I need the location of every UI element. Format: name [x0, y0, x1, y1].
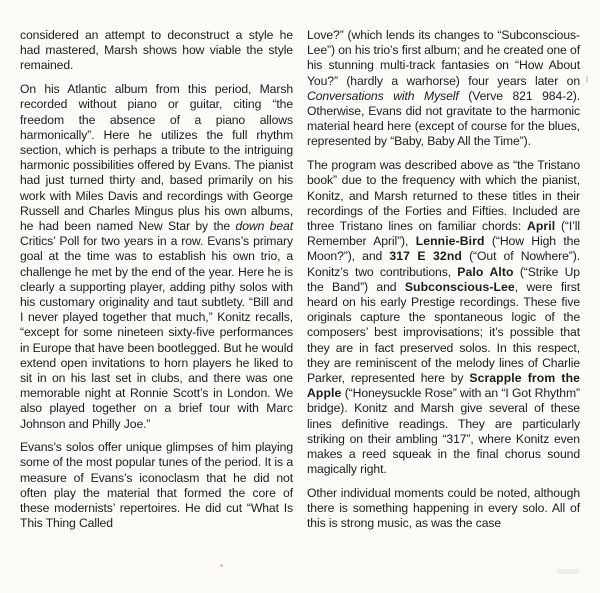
text-run-bold-title: Subconscious-Lee [404, 279, 515, 294]
paragraph [307, 28, 580, 150]
text-run-bold-title: 317 E 32nd [389, 249, 462, 264]
text-run: Evans’s solos offer unique glimpses of him playing some of the most popular tunes of the period. It is a measure of Evans’s iconoclasm that he did not often play the material that formed the core of these modernists’ repertoires. He did cut “What Is This Thing Called [20, 440, 293, 531]
text-run: , were first heard on his early Prestige recordings. These five originals capture the spontaneous logic of the composers’ best improvisations; it’s possible that they are in fact preserved solos. In this respect, they are reminiscent of the melody lines of Charlie Parker, represented here by [307, 279, 581, 385]
paragraph [20, 28, 293, 74]
text-run: Love?” (which lends its changes to “Subconscious-Lee”) on his trio’s first album; and he created one of his stunning multi-track fantasies on “How About You?” (hardly a warhorse) four years later on [307, 28, 580, 88]
text-run: (“Strike Up the Band”) and [307, 264, 580, 294]
text-run: On his Atlantic album from this period, Marsh recorded without piano or guitar, citing “the freedom the absence of a piano allows harmonically”. Here he utilizes the full rhythm section, which is perhaps a tribute to the intriguing harmonic possibilities offered by Evans. The pianist had just turned thirty and, based primarily on his work with Miles Davis and recordings with George Russell and Charles Mingus plus his own albums, he had been named New Star by the [20, 82, 293, 233]
text-run-bold-title: Lennie-Bird [415, 234, 485, 249]
text-run: Critics’ Poll for two years in a row. Evans’s primary goal at the time was to establish his own trio, a challenge he met by the end of the year. Here he is clearly a supporting player, adding pithy solos with his customary originality and taut subtlety. “Bill and I never played together that much,” Konitz recalls, “except for some nineteen sixty-five performances in Europe that have been bootlegged. But he would extend open invitations to horn players he liked to sit in on his last set in clubs, and there was one memorable night at Ronnie Scott’s in London. We also played together on a brief tour with Marc Johnson and Philly Joe.” [20, 234, 293, 431]
scan-artifact-smudge [556, 569, 580, 574]
text-run: (“Out of Nowhere”). Konitz’s two contributions, [307, 249, 580, 279]
text-run-bold-title: Scrapple from the Apple [307, 370, 580, 401]
text-run: (“How High the Moon?”), and [307, 234, 580, 264]
left-column [20, 28, 293, 540]
text-run-italic: Conversations with Myself [307, 88, 459, 103]
text-run: (“Honeysuckle Rose” with an “I Got Rhythm” bridge). Konitz and Marsh give several of these lines definitive readings. They are particularly striking on their ambling “317”, where Konitz even makes a reed squeak in the final chorus sound magically right. [307, 386, 580, 477]
text-run-italic: down beat [235, 218, 294, 233]
text-run-bold-title: Palo Alto [457, 264, 514, 279]
text-run-bold-title: April [526, 218, 556, 233]
paragraph [307, 486, 580, 532]
paragraph [20, 82, 293, 432]
text-run: (“I’ll Remember April”), [307, 218, 581, 249]
text-run: (Verve 821 984-2). Otherwise, Evans did not gravitate to the harmonic material heard here (except of course for the blues, represented by “Baby, Baby All the Time”). [307, 88, 581, 149]
right-column [307, 28, 580, 540]
two-column-text-area [20, 28, 581, 540]
scan-artifact-edge-mark [586, 76, 588, 83]
text-run: The program was described above as “the Tristano book” due to the frequency with which the pianist, Konitz, and Marsh returned to these titles in their recordings of the Forties and Fifties. Included are three Tristano lines on familiar chords: [307, 158, 580, 233]
paragraph [20, 440, 293, 531]
paragraph [307, 158, 580, 477]
scan-artifact-dot [220, 564, 223, 567]
text-run: Other individual moments could be noted, although there is something happening in every solo. All of this is strong music, as was the case [307, 485, 580, 531]
text-run: considered an attempt to deconstruct a style he had mastered, Marsh shows how viable the style remained. [20, 28, 293, 73]
